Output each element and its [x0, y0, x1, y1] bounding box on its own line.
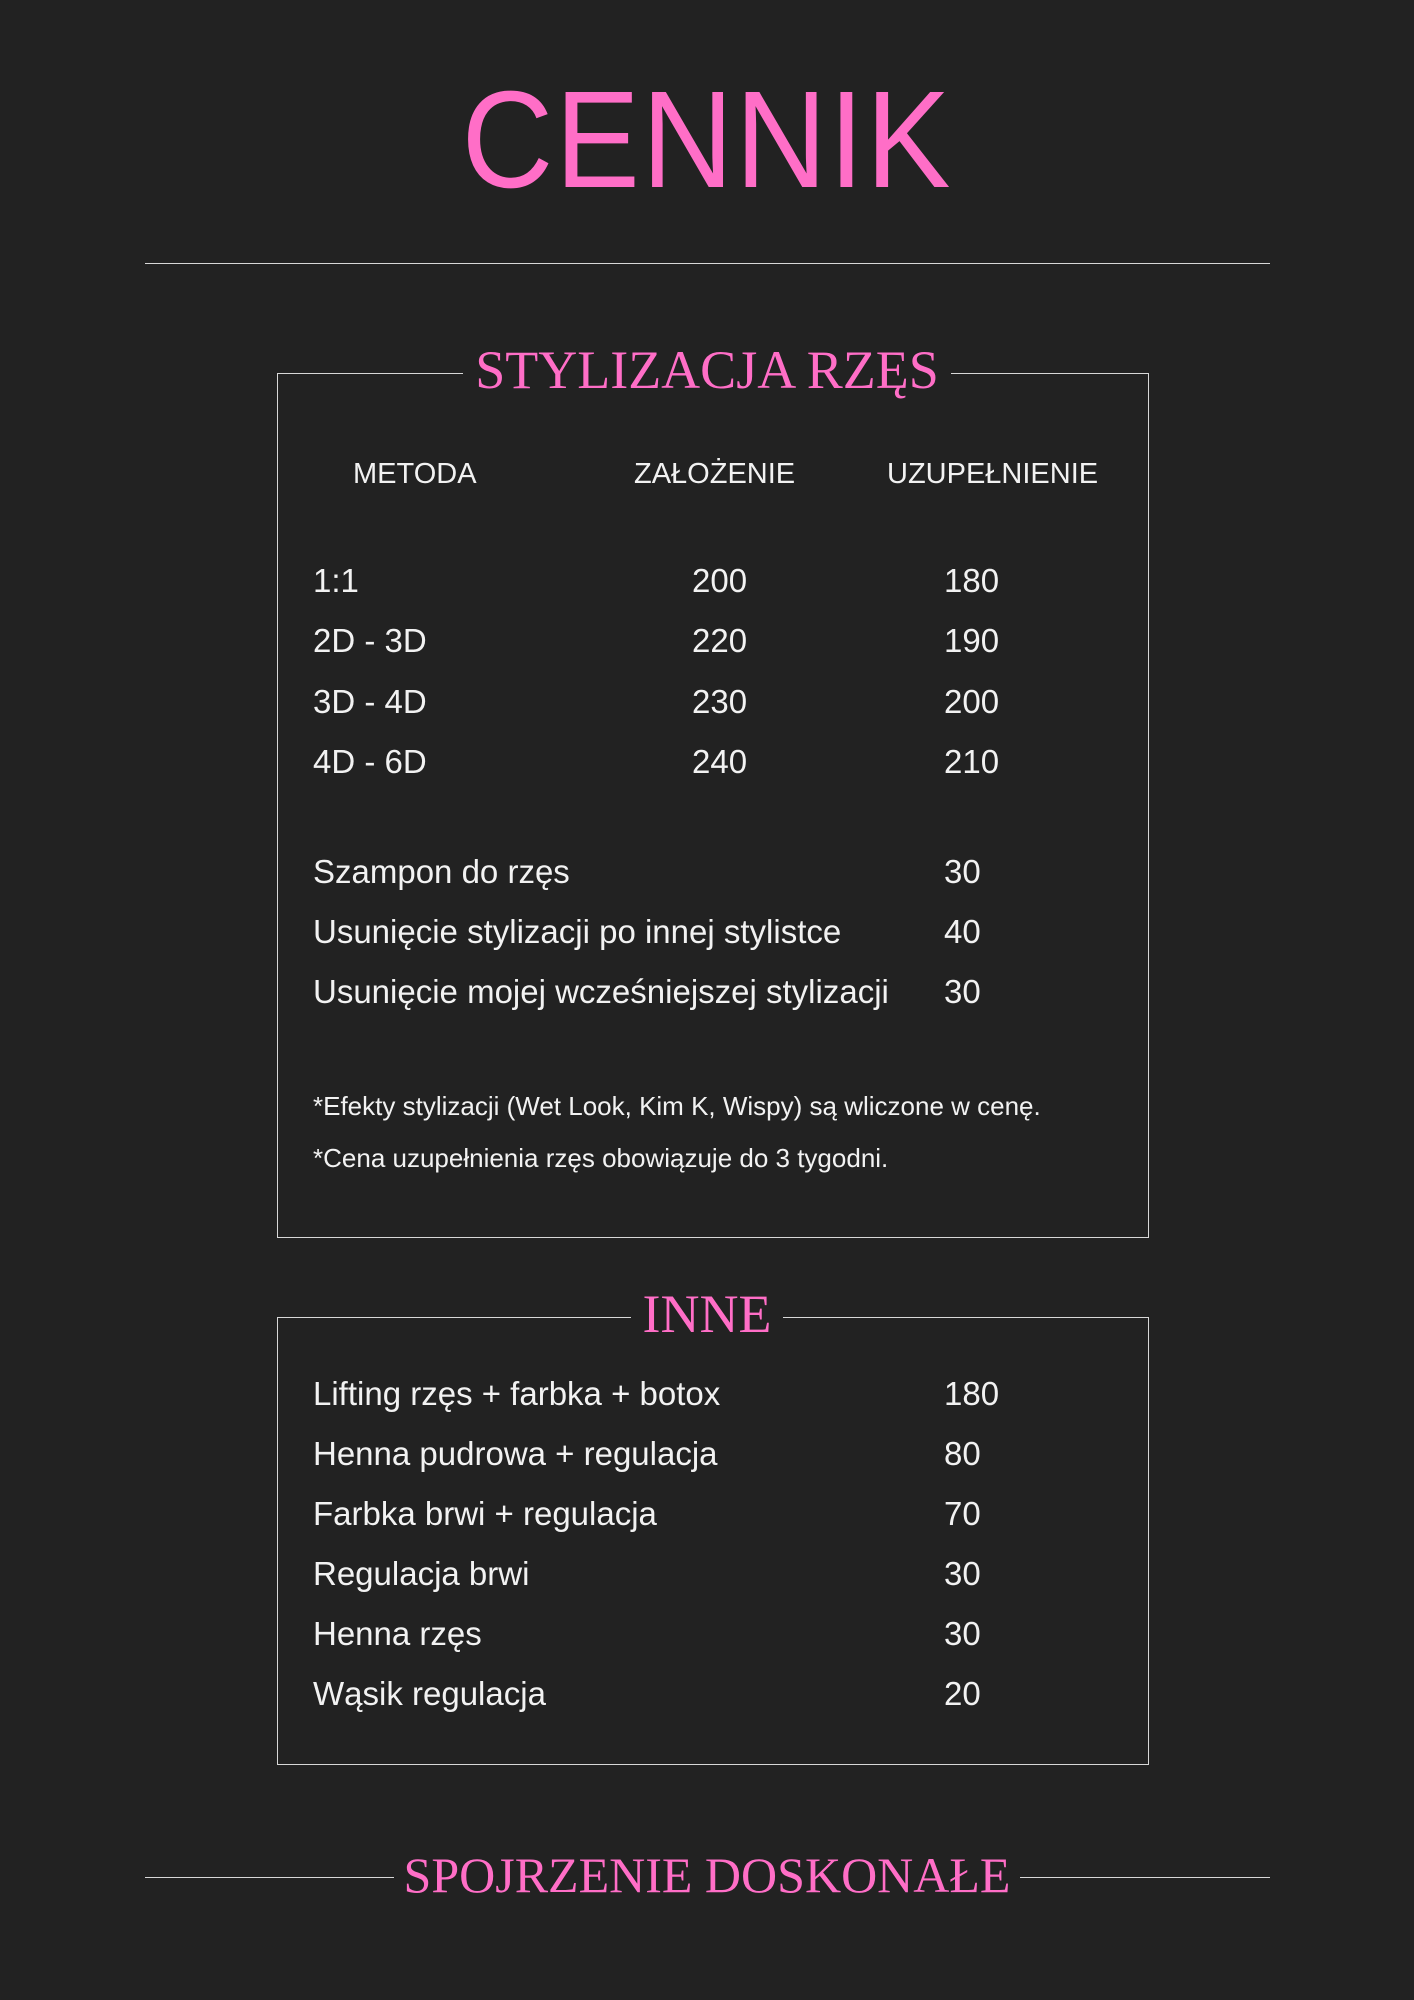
lash-styling-title: STYLIZACJA RZĘS: [463, 340, 951, 400]
extra-price: 40: [944, 913, 981, 950]
method-set-price: 220: [692, 622, 748, 659]
note-effects: *Efekty stylizacji (Wet Look, Kim K, Wispy) są wliczone w cenę.: [313, 1091, 1041, 1121]
service-name: Henna pudrowa + regulacja: [313, 1435, 718, 1472]
method-name: 2D - 3D: [313, 622, 427, 659]
service-price: 30: [944, 1615, 981, 1652]
extra-name: Usunięcie mojej wcześniejszej stylizacji: [313, 973, 889, 1010]
method-name: 1:1: [313, 562, 359, 599]
header-method: METODA: [353, 458, 477, 490]
service-name: Regulacja brwi: [313, 1555, 530, 1592]
method-refill-price: 180: [944, 562, 1000, 599]
service-price: 70: [944, 1495, 981, 1532]
method-set-price: 230: [692, 683, 748, 720]
method-refill-price: 210: [944, 743, 1000, 780]
extra-name: Szampon do rzęs: [313, 853, 570, 890]
extra-price: 30: [944, 853, 981, 890]
footer-tagline: SPOJRZENIE DOSKONAŁE: [394, 1845, 1021, 1905]
service-price: 30: [944, 1555, 981, 1592]
header-refill: UZUPEŁNIENIE: [887, 458, 1099, 490]
title-divider: [145, 263, 1270, 264]
method-refill-price: 190: [944, 622, 1000, 659]
service-name: Farbka brwi + regulacja: [313, 1495, 657, 1532]
method-refill-price: 200: [944, 683, 1000, 720]
service-name: Lifting rzęs + farbka + botox: [313, 1375, 721, 1412]
note-refill-validity: *Cena uzupełnienia rzęs obowiązuje do 3 tygodni.: [313, 1143, 889, 1173]
service-price: 80: [944, 1435, 981, 1472]
method-set-price: 200: [692, 562, 748, 599]
service-price: 20: [944, 1675, 981, 1712]
header-set: ZAŁOŻENIE: [634, 458, 796, 490]
other-services-title: INNE: [631, 1284, 784, 1344]
service-name: Henna rzęs: [313, 1615, 482, 1652]
footer-tagline-wrap: [0, 1845, 1414, 1905]
method-set-price: 240: [692, 743, 748, 780]
extra-price: 30: [944, 973, 981, 1010]
service-price: 180: [944, 1375, 1000, 1412]
page-title: CENNIK: [461, 63, 953, 217]
service-name: Wąsik regulacja: [313, 1675, 546, 1712]
method-name: 4D - 6D: [313, 743, 427, 780]
method-name: 3D - 4D: [313, 683, 427, 720]
extra-name: Usunięcie stylizacji po innej stylistce: [313, 913, 842, 950]
